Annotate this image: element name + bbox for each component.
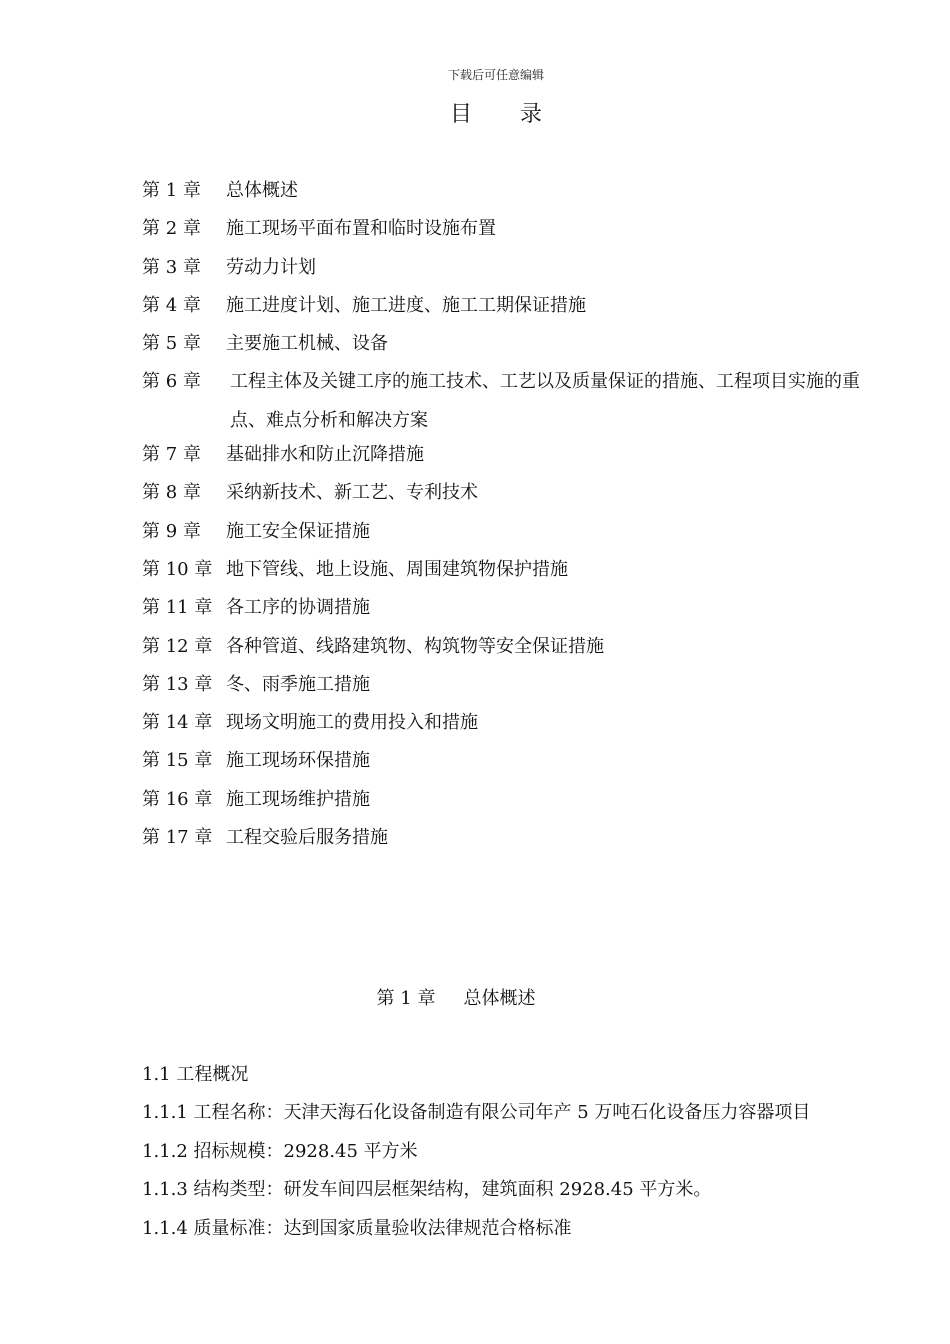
toc-entry <box>142 785 862 823</box>
section-heading: 1.1 工程概况 <box>142 1064 249 1085</box>
toc-chapter-number: 第 10 章 <box>142 558 213 580</box>
toc-chapter-number: 第 6 章 <box>142 371 201 393</box>
toc-entry <box>142 478 862 516</box>
toc-entry <box>142 670 862 708</box>
toc-chapter-number: 第 15 章 <box>142 750 213 772</box>
toc-chapter-title: 施工现场维护措施 <box>226 788 370 810</box>
toc-entry <box>142 555 862 593</box>
toc-entry <box>142 517 862 555</box>
project-name-line: 1.1.1 工程名称：天津天海石化设备制造有限公司年产 5 万吨石化设备压力容器项目 <box>142 1102 811 1124</box>
toc-chapter-number: 第 2 章 <box>142 218 201 240</box>
toc-chapter-title: 各种管道、线路建筑物、构筑物等安全保证措施 <box>226 635 604 657</box>
toc-chapter-title: 总体概述 <box>226 180 298 201</box>
toc-chapter-number: 第 16 章 <box>142 788 213 810</box>
toc-chapter-number: 第 1 章 <box>142 180 201 201</box>
toc-entry <box>142 291 862 329</box>
structure-type-line: 1.1.3 结构类型：研发车间四层框架结构，建筑面积 2928.45 平方米。 <box>142 1179 712 1201</box>
toc-title <box>0 97 950 128</box>
toc-chapter-title: 工程主体及关键工序的施工技术、工艺以及质量保证的措施、工程项目实施的重点、难点分析和解决方案 <box>230 371 860 431</box>
chapter-body <box>142 1060 882 1252</box>
toc-entry <box>142 823 862 861</box>
toc-chapter-number: 第 17 章 <box>142 827 213 849</box>
toc-chapter-number: 第 11 章 <box>142 597 213 619</box>
toc-entry <box>142 593 862 631</box>
chapter-heading <box>0 984 912 1010</box>
toc-chapter-number: 第 4 章 <box>142 294 201 316</box>
toc-title-left: 目 <box>449 102 472 127</box>
bid-scale-line: 1.1.2 招标规模：2928.45 平方米 <box>142 1140 418 1162</box>
toc-chapter-number: 第 7 章 <box>142 444 201 466</box>
toc-entry <box>142 708 862 746</box>
toc-chapter-title: 地下管线、地上设施、周围建筑物保护措施 <box>226 558 568 580</box>
toc-chapter-number: 第 14 章 <box>142 712 213 734</box>
toc-chapter-title: 施工现场平面布置和临时设施布置 <box>226 218 496 240</box>
header-note: 下载后可任意编辑 <box>447 68 544 82</box>
toc-chapter-title: 施工现场环保措施 <box>226 750 370 772</box>
chapter-title: 总体概述 <box>463 988 536 1009</box>
toc-chapter-title: 冬、雨季施工措施 <box>226 673 370 695</box>
toc-entry <box>142 746 862 784</box>
toc-chapter-title: 现场文明施工的费用投入和措施 <box>226 712 478 734</box>
toc-title-right: 录 <box>520 102 543 127</box>
toc-chapter-number: 第 8 章 <box>142 482 201 504</box>
toc-chapter-title: 施工进度计划、施工进度、施工工期保证措施 <box>226 294 586 316</box>
toc-entry <box>142 632 862 670</box>
toc-chapter-number: 第 5 章 <box>142 333 201 355</box>
toc-chapter-title: 基础排水和防止沉降措施 <box>226 444 424 466</box>
quality-standard-line: 1.1.4 质量标准：达到国家质量验收法律规范合格标准 <box>142 1217 572 1239</box>
toc-entry <box>142 440 862 478</box>
toc-chapter-title: 各工序的协调措施 <box>226 597 370 619</box>
toc-chapter-number: 第 3 章 <box>142 256 201 278</box>
toc-entry <box>142 363 862 440</box>
toc-chapter-title: 施工安全保证措施 <box>226 520 370 542</box>
chapter-number: 第 1 章 <box>376 988 436 1009</box>
table-of-contents <box>142 176 862 861</box>
toc-chapter-title: 主要施工机械、设备 <box>226 333 388 355</box>
toc-entry <box>142 214 862 252</box>
toc-chapter-number: 第 13 章 <box>142 673 213 695</box>
toc-entry <box>142 176 862 214</box>
toc-chapter-number: 第 9 章 <box>142 520 201 542</box>
toc-chapter-title: 采纳新技术、新工艺、专利技术 <box>226 482 478 504</box>
toc-chapter-number: 第 12 章 <box>142 635 213 657</box>
toc-chapter-title: 工程交验后服务措施 <box>226 827 388 849</box>
toc-entry <box>142 253 862 291</box>
toc-entry <box>142 329 862 367</box>
toc-chapter-title: 劳动力计划 <box>226 256 316 278</box>
